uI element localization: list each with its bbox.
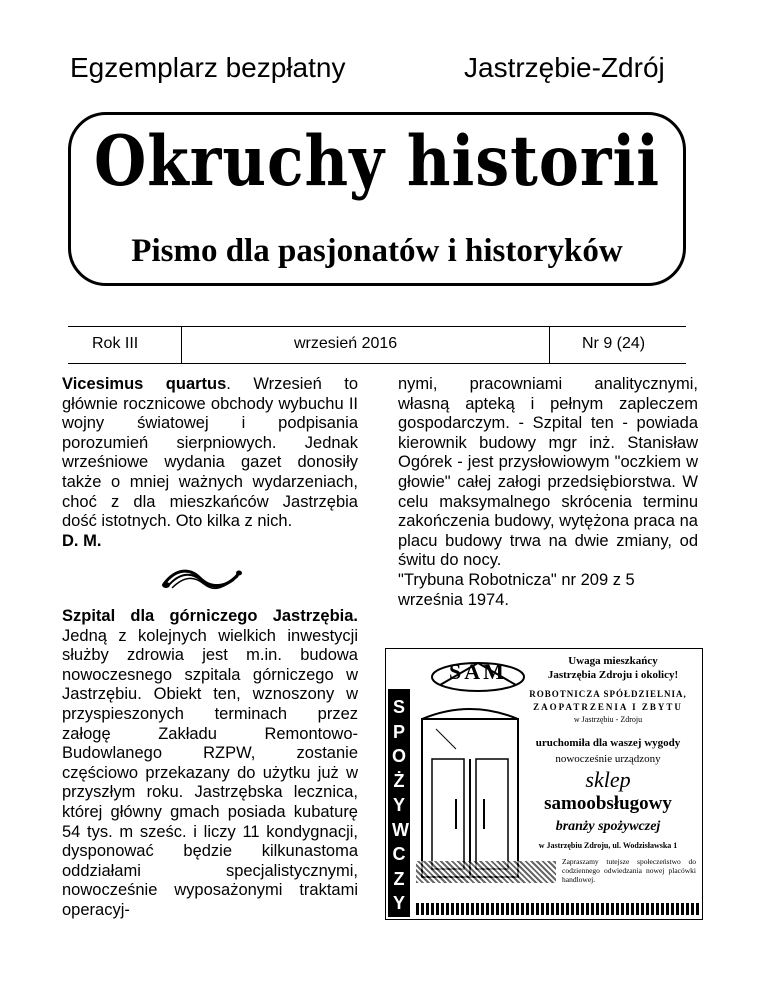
article-heading: Szpital dla górniczego Jastrzębia. [62,607,358,625]
issue-year: Rok III [92,335,139,352]
article-column-right [398,375,698,610]
divider [181,327,182,363]
advert-line-8: sklep [585,767,631,792]
advert-line-3: ROBOTNICZA SPÓŁDZIELNIA, [529,689,687,699]
intro-text: . Wrzesień to głównie rocznicowe obchody wybuchu II wojny światowej i podpisania porozumień sierpniowych. Jednak wrześniowe wydania gazet donosiły także o mniej ważnych wydarzeniach, choć z dla mieszkańców Jastrzębia dość istotnych. Oto kilka z nich. [62,375,359,531]
issue-date: wrzesień 2016 [294,335,398,352]
masthead [68,112,686,286]
masthead-subtitle: Pismo dla pasjonatów i historyków [131,233,623,269]
issue-number: Nr 9 (24) [582,335,646,352]
masthead-title: Okruchy historii [93,121,661,203]
advert-line-11: w Jastrzębiu Zdroju, ul. Wodzisławska 1 [538,841,678,850]
article-text-left: Jedną z kolejnych wielkich inwestycji służby zdrowia jest m.in. budowa nowoczesnego szpitala górniczego w Jastrzębiu. Obiekt ten, wznoszony w przyspieszonych terminach przez załogę Zakładu Remontowo-Budowlanego RZPW, zostanie częściowo przekazany do użytku już w przyszłym roku. Jastrzębska lecznica, której główny gmach posiada kubaturę 54 tys. m sześc. i liczy 11 kondygnacji, dysponować będzie kilkunastoma oddziałami specjalistycznymi, nowocześnie wyposażonymi traktami operacyj- [62,626,358,919]
advert-line-4: ZAOPATRZENIA I ZBYTU [533,702,683,712]
advert-line-7: nowocześnie urządzony [555,753,661,765]
advert-pattern-bar [416,861,556,883]
advert-vertical-label: SPOŻYWCZY [388,689,410,917]
flourish-ornament [160,566,244,592]
advert-line-1: Uwaga mieszkańcy [568,655,658,667]
article-column-left [62,607,358,921]
advertisement-image [385,648,703,920]
intro-lead: Vicesimus quartus [62,375,227,393]
advert-line-6: uruchomiła dla waszej wygody [535,737,681,749]
intro-column [62,375,358,551]
intro-signature: D. M. [62,531,102,550]
shop-window-illustration [416,699,524,879]
advert-line-2: Jastrzębia Zdroju i okolicy! [547,669,679,681]
advert-line-5: w Jastrzębiu - Zdroju [573,715,643,724]
article-text-right: nymi, pracowniami analitycznymi, własną apteką i pełnym zapleczem gospodarczym. - Szpital ten - powiada kierownik budowy mgr inż. Stanisław Ogórek - jest przysłowiowym "oczkiem w głowie" całej załogi przedsiębiorstwa. W celu maksymalnego skrócenia terminu zakończenia budowy, wytężona praca na placu budowy trwa na dwie zmiany, od świtu do nocy. [398,375,698,570]
article-source: "Trybuna Robotnicza" nr 209 z 5 września 1974. [398,570,635,609]
header-right: Jastrzębie-Zdrój [464,52,665,83]
header-left: Egzemplarz bezpłatny [70,52,346,83]
advert-logo-text: SAM [449,659,507,684]
advert-line-9: samoobsługowy [544,793,672,814]
advert-line-10: branży spożywczej [555,819,661,834]
divider [549,327,550,363]
issue-info-bar [68,326,686,364]
advert-line-12: Zapraszamy tutejsze społeczeństwo do codziennego odwiedzania nowej placówki handlowej. [562,857,696,884]
advert-bottom-border [416,903,700,915]
